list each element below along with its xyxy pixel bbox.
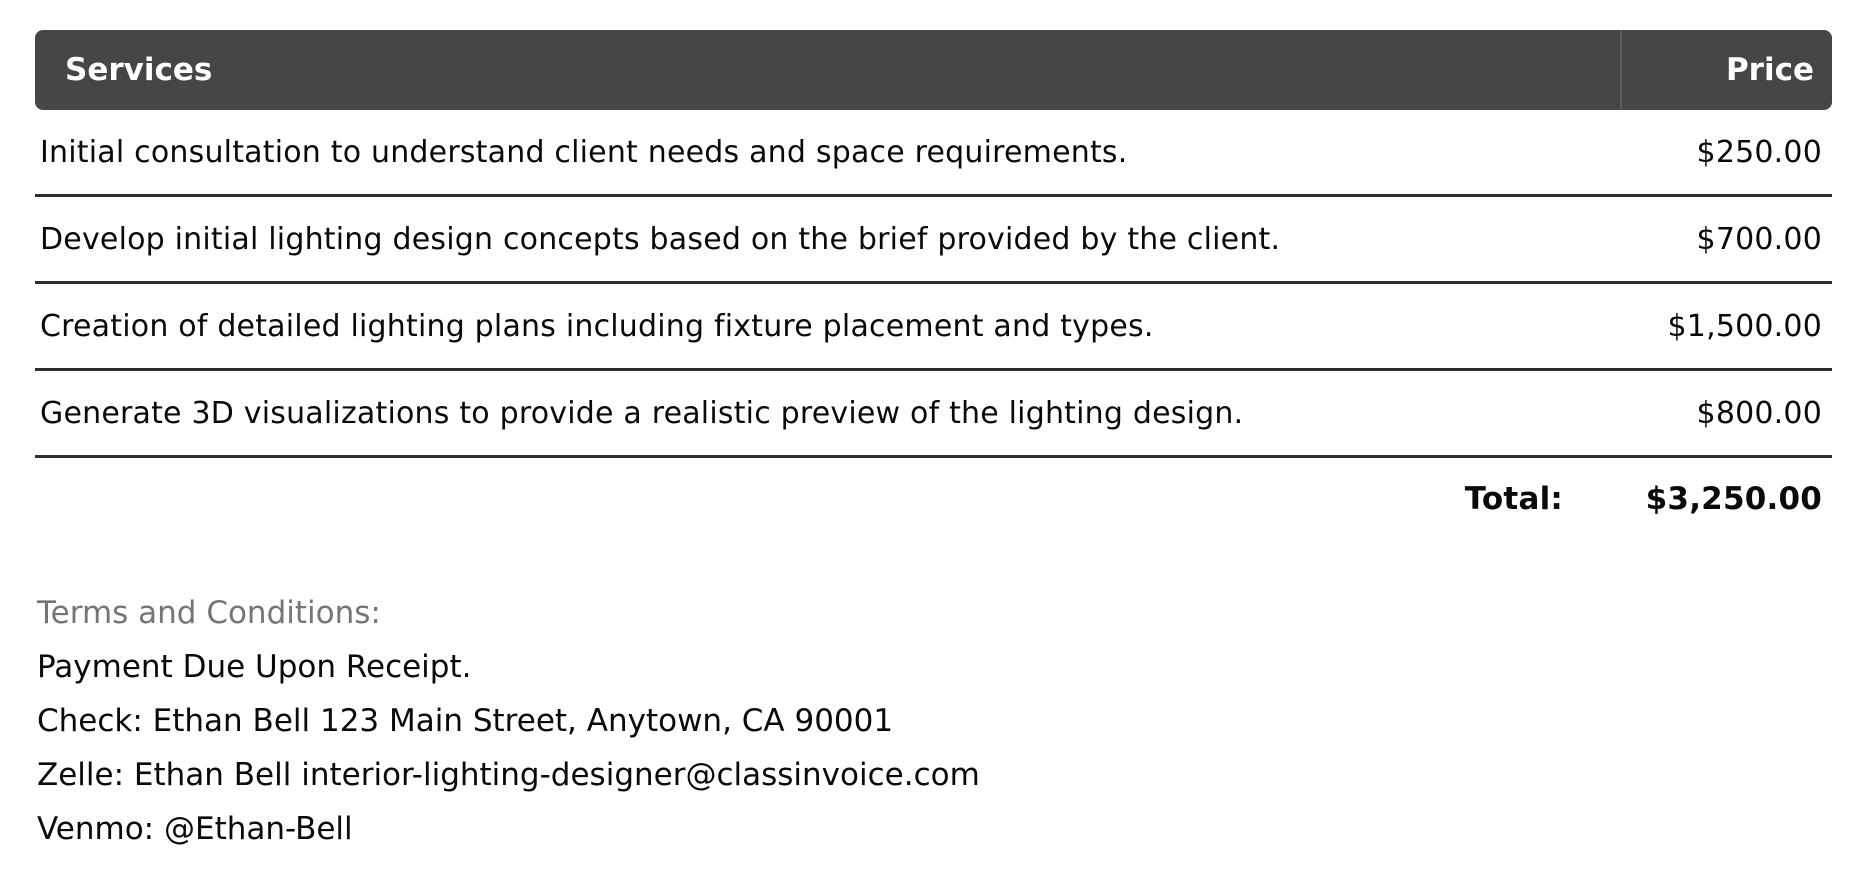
table-row bbox=[35, 197, 1832, 284]
table-header-row bbox=[35, 30, 1832, 110]
service-description-cell: Creation of detailed lighting plans including fixture placement and types. bbox=[35, 284, 1620, 371]
price-cell: $1,500.00 bbox=[1620, 284, 1832, 371]
terms-line-check: Check: Ethan Bell 123 Main Street, Anytown, CA 90001 bbox=[37, 703, 894, 739]
column-header-services: Services bbox=[35, 30, 1620, 110]
table-row bbox=[35, 110, 1832, 197]
total-label: Total: bbox=[1464, 481, 1563, 517]
terms-line-venmo: Venmo: @Ethan-Bell bbox=[37, 811, 353, 847]
table-row bbox=[35, 284, 1832, 371]
service-description-cell: Initial consultation to understand client needs and space requirements. bbox=[35, 110, 1620, 197]
terms-line-payment: Payment Due Upon Receipt. bbox=[37, 649, 472, 685]
service-description-cell: Develop initial lighting design concepts based on the brief provided by the client. bbox=[35, 197, 1620, 284]
column-header-price: Price bbox=[1620, 30, 1832, 110]
table-row bbox=[35, 371, 1832, 458]
terms-heading: Terms and Conditions: bbox=[37, 595, 381, 631]
total-amount: $3,250.00 bbox=[1645, 481, 1822, 517]
terms-line-zelle: Zelle: Ethan Bell interior-lighting-designer@classinvoice.com bbox=[37, 757, 980, 793]
price-cell: $700.00 bbox=[1620, 197, 1832, 284]
total-row bbox=[35, 458, 1832, 540]
price-cell: $800.00 bbox=[1620, 371, 1832, 458]
terms-section bbox=[37, 586, 1868, 856]
service-description-cell: Generate 3D visualizations to provide a realistic preview of the lighting design. bbox=[35, 371, 1620, 458]
services-table bbox=[35, 30, 1832, 540]
price-cell: $250.00 bbox=[1620, 110, 1832, 197]
invoice-document bbox=[0, 30, 1868, 870]
